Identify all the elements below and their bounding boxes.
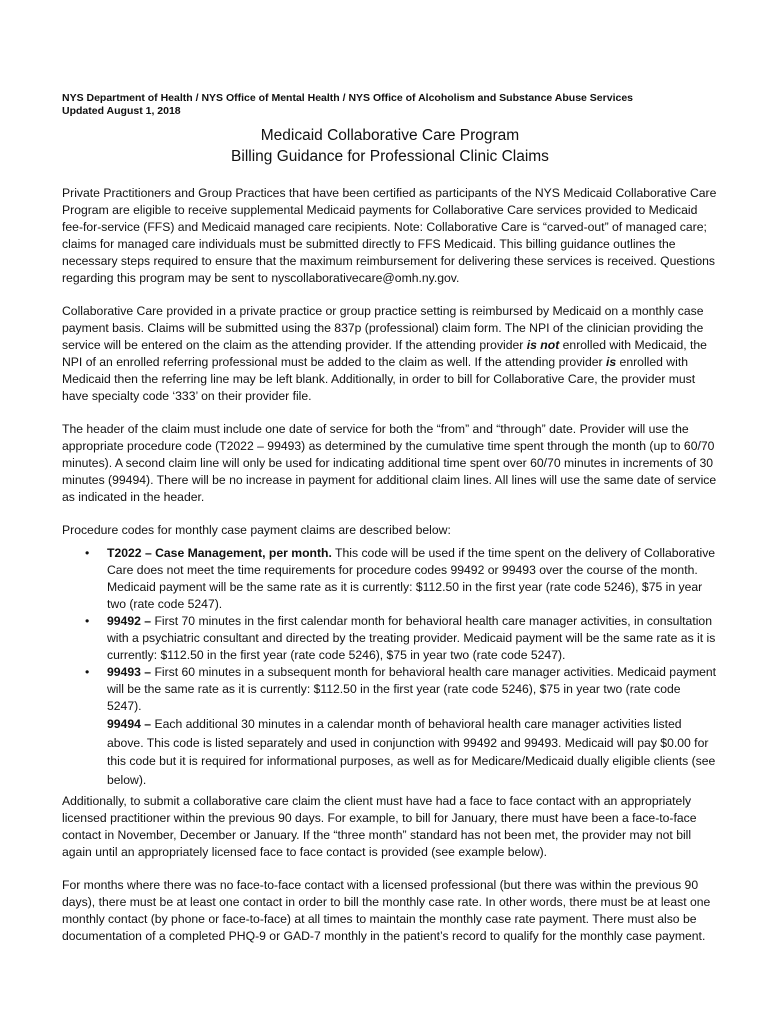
code-99493: 99493 – <box>107 665 152 679</box>
procedure-codes-intro: Procedure codes for monthly case payment claims are described below: <box>62 523 451 537</box>
para2-emphasis-is: is <box>606 355 617 369</box>
list-item-99492 <box>62 613 718 664</box>
para2-emphasis-is-not: is not <box>526 338 560 352</box>
code-t2022-text: This code will be used if the time spent on the delivery of Collaborative Care does not meet the time requirements for procedure codes 99492 or 99493 over the course of the month. Medicaid payment will be the same rate as it is currently: $112.50 in the first year (rate code 5246), $75 in year two (rate code 5247). <box>107 546 716 611</box>
document-title <box>62 125 718 167</box>
monthly-contact-paragraph: For months where there was no face-to-face contact with a licensed professional (but there was within the previous 90 days), there must be at least one contact in order to bill the monthly case rate. In other words, there must be at least one monthly contact (by phone or face-to-face) at all times to maintain the monthly case rate payment. There must also be documentation of a completed PHQ-9 or GAD-7 monthly in the patient’s record to qualify for the monthly case payment. <box>62 878 711 943</box>
updated-date: Updated August 1, 2018 <box>62 105 181 117</box>
code-99494-text: Each additional 30 minutes in a calendar month of behavioral health care manager activities listed above. This code is listed separately and used in conjunction with 99492 and 99493. Medicaid will pay $0.00 for this code but it is required for informational purposes, as well as for Medicare/Medicaid dually eligible clients (see below). <box>107 717 716 787</box>
document-page <box>62 92 718 945</box>
title-line-2: Billing Guidance for Professional Clinic Claims <box>231 148 549 165</box>
code-99492: 99492 – <box>107 614 152 628</box>
bullet-icon: • <box>85 614 90 628</box>
agencies-header: NYS Department of Health / NYS Office of Mental Health / NYS Office of Alcoholism and Substance Abuse Services <box>62 92 634 104</box>
para2-text-c: enrolled with Medicaid then the referring line may be left blank. Additionally, in order to bill for Collaborative Care, the provider must have specialty code ‘333’ on their provider file. <box>62 355 696 403</box>
para2-text-b: enrolled with Medicaid, the NPI of an enrolled referring professional must be added to the claim as well. If the attending provider <box>62 338 707 369</box>
para2-text-a: Collaborative Care provided in a private practice or group practice setting is reimbursed by Medicaid on a monthly case payment basis. Claims will be submitted using the 837p (professional) claim form. The NPI of the clinician providing the service will be entered on the claim as the attending provider. If the attending provider <box>62 304 704 352</box>
title-line-1: Medicaid Collaborative Care Program <box>260 127 520 144</box>
code-99494: 99494 – <box>107 717 152 731</box>
procedure-codes-list <box>62 545 718 715</box>
bullet-icon: • <box>85 546 90 560</box>
code-t2022: T2022 – Case Management, per month. <box>107 546 332 560</box>
claim-header-paragraph: The header of the claim must include one date of service for both the “from” and “through” date. Provider will use the appropriate procedure code (T2022 – 99493) as determined by the cumulative time spent through the month (up to 60/70 minutes). A second claim line will only be used for indicating additional time spent over 60/70 minutes in increments of 30 minutes (99494). There will be no increase in payment for additional claim lines. All lines will use the same date of service as indicated in the header. <box>62 422 717 504</box>
code-99493-text: First 60 minutes in a subsequent month for behavioral health care manager activities. Medicaid payment will be the same rate as it is currently: $112.50 in the first year (rate code 5246), $75 in year two (rate code 5247). <box>107 665 717 713</box>
bullet-icon: • <box>85 665 90 679</box>
list-item-99493 <box>62 664 718 715</box>
attending-provider-paragraph <box>62 303 718 405</box>
list-item-99494 <box>62 715 718 789</box>
code-99492-text: First 70 minutes in the first calendar month for behavioral health care manager activities, in consultation with a psychiatric consultant and directed by the treating provider. Medicaid payment will be the same rate as it is currently: $112.50 in the first year (rate code 5246), $75 in year two (rate code 5247). <box>107 614 716 662</box>
face-to-face-paragraph: Additionally, to submit a collaborative care claim the client must have had a face to face contact with an appropriately licensed practitioner within the previous 90 days. For example, to bill for January, there must have been a face-to-face contact in November, December or January. If the “three month” standard has not been met, the provider may not bill again until an appropriately licensed face to face contact is provided (see example below). <box>62 794 697 859</box>
intro-paragraph: Private Practitioners and Group Practices that have been certified as participants of the NYS Medicaid Collaborative Care Program are eligible to receive supplemental Medicaid payments for Collaborative Care services provided to Medicaid fee-for-service (FFS) and Medicaid managed care recipients. Note: Collaborative Care is “carved-out” of managed care; claims for managed care individuals must be submitted directly to FFS Medicaid. This billing guidance outlines the necessary steps required to ensure that the maximum reimbursement for delivering these services is received. Questions regarding this program may be sent to nyscollaborativecare@omh.ny.gov. <box>62 186 717 285</box>
list-item-t2022 <box>62 545 718 613</box>
